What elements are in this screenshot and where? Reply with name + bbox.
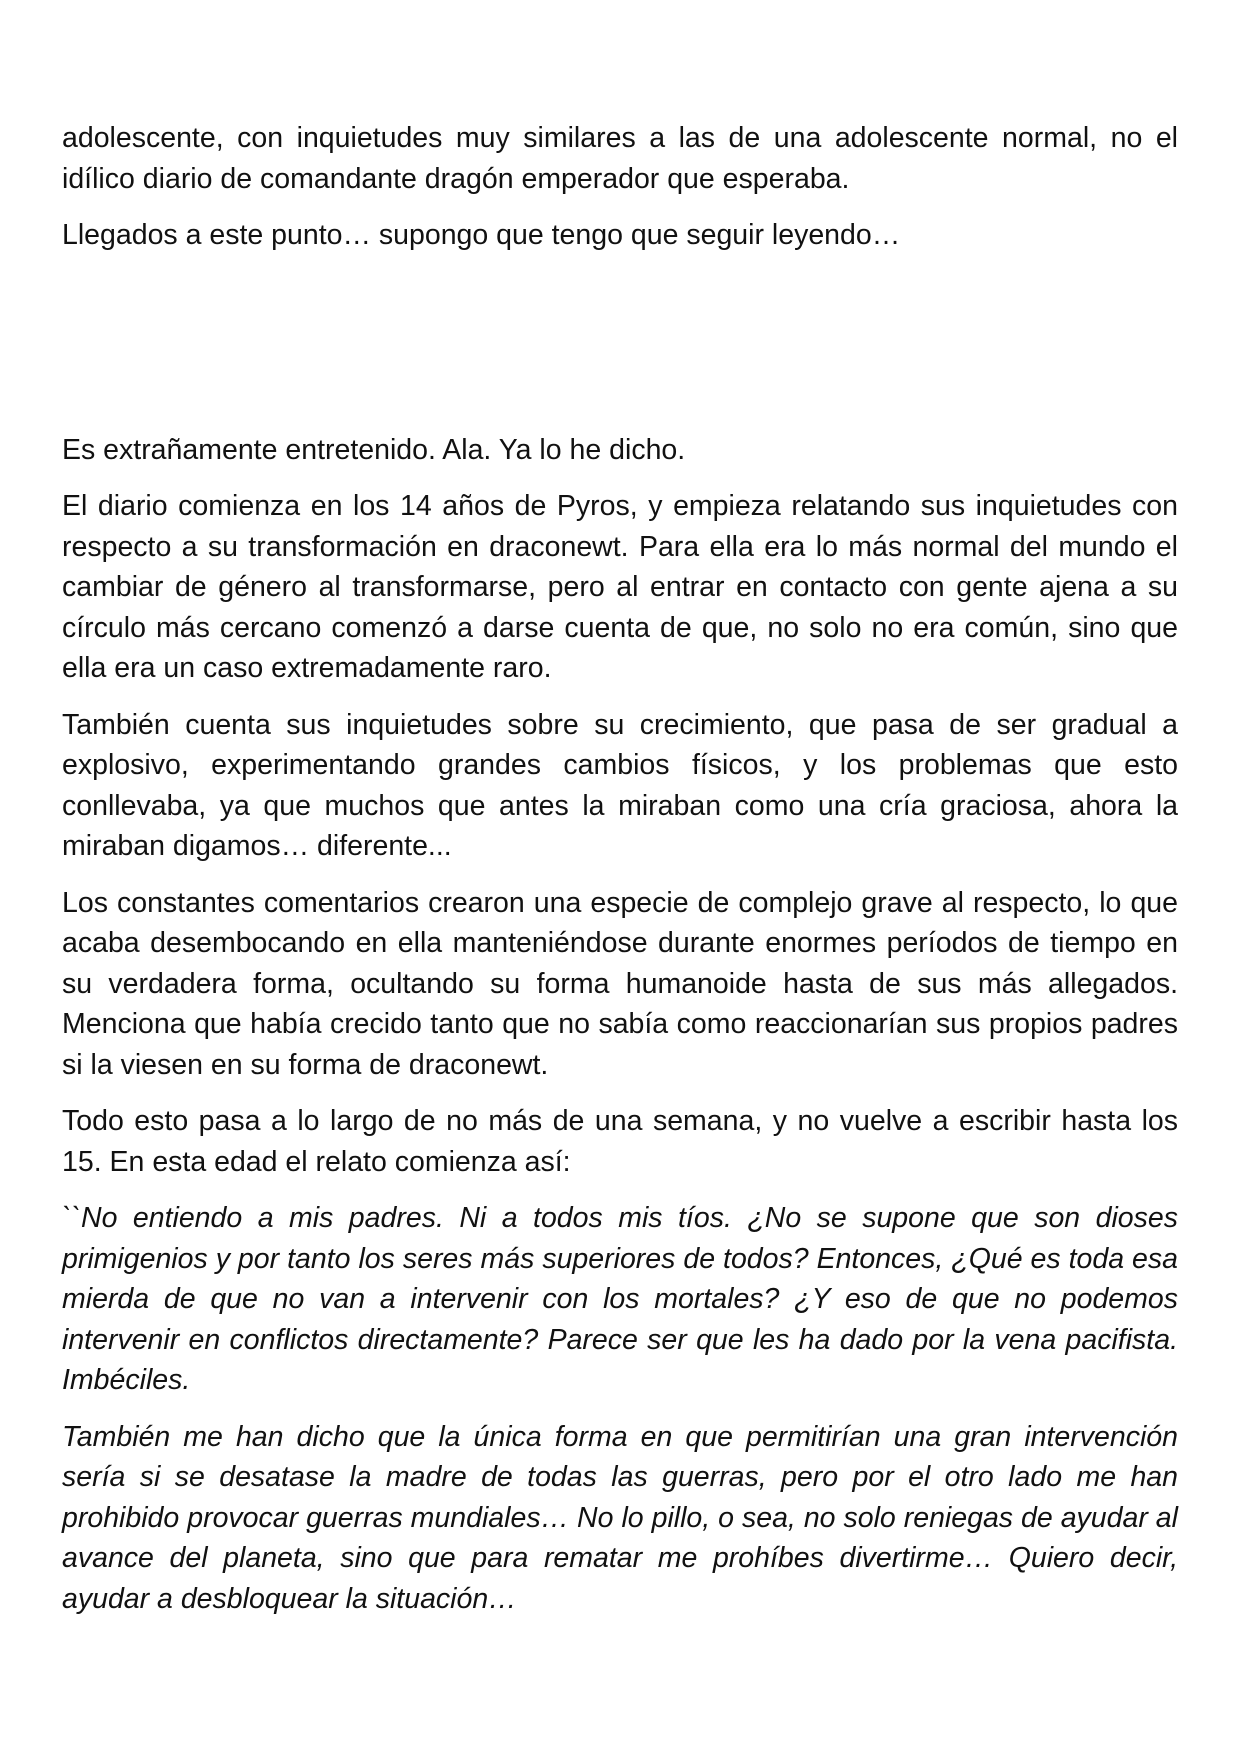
paragraph: Los constantes comentarios crearon una especie de complejo grave al respecto, lo que acaba desembocando en ella manteniéndose durante enormes períodos de tiempo en su verdadera forma, ocultando su forma humanoide hasta de sus más allegados. Menciona que había crecido tanto que no sabía como reaccionarían sus propios padres si la viesen en su forma de draconewt.	[62, 886, 1178, 1081]
quoted-diary-paragraph: También me han dicho que la única forma en que permitirían una gran intervención sería si se desatase la madre de todas las guerras, pero por el otro lado me han prohibido provocar guerras mundiales… No lo pillo, o sea, no solo reniegas de ayudar al avance del planeta, sino que para rematar me prohíbes divertirme… Quiero decir, ayudar a desbloquear la situación…	[62, 1420, 1178, 1615]
paragraph: Es extrañamente entretenido. Ala. Ya lo he dicho.	[62, 433, 686, 466]
page-body	[62, 118, 1178, 1635]
section-break	[62, 272, 1178, 430]
paragraph: El diario comienza en los 14 años de Pyros, y empieza relatando sus inquietudes con respecto a su transformación en draconewt. Para ella era lo más normal del mundo el cambiar de género al transformarse, pero al entrar en contacto con gente ajena a su círculo más cercano comenzó a darse cuenta de que, no solo no era común, sino que ella era un caso extremadamente raro.	[62, 490, 1178, 684]
quoted-diary-paragraph: ``No entiendo a mis padres. Ni a todos mis tíos. ¿No se supone que son dioses primigenios y por tanto los seres más superiores de todos? Entonces, ¿Qué es toda esa mierda de que no van a intervenir con los mortales? ¿Y eso de que no podemos intervenir en conflictos directamente? Parece ser que les ha dado por la vena pacifista. Imbéciles.	[62, 1202, 1178, 1396]
paragraph: Llegados a este punto… supongo que tengo que seguir leyendo…	[62, 219, 901, 251]
paragraph: adolescente, con inquietudes muy similares a las de una adolescente normal, no el idílico diario de comandante dragón emperador que esperaba.	[62, 122, 1178, 195]
paragraph: Todo esto pasa a lo largo de no más de una semana, y no vuelve a escribir hasta los 15. En esta edad el relato comienza así:	[62, 1105, 1178, 1178]
paragraph: También cuenta sus inquietudes sobre su crecimiento, que pasa de ser gradual a explosivo, experimentando grandes cambios físicos, y los problemas que esto conllevaba, ya que muchos que antes la miraban como una cría graciosa, ahora la miraban digamos… diferente...	[62, 708, 1178, 862]
